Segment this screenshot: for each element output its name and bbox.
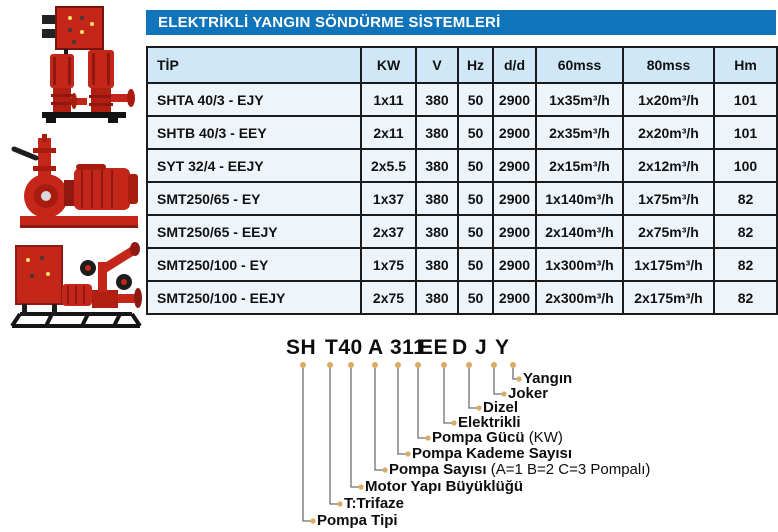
cell-value: 1x175m³/h — [623, 248, 714, 281]
cell-value: 2x12m³/h — [623, 149, 714, 182]
col-header: KW — [361, 47, 416, 83]
legend-label-text: Joker — [508, 385, 549, 402]
cell-model-type: SYT 32/4 - EEJY — [147, 149, 361, 182]
model-code-segment: SH — [286, 336, 317, 359]
legend-label-text: Pompa Sayısı — [389, 461, 487, 478]
spec-table-header-row — [147, 47, 777, 83]
legend-label — [523, 369, 572, 389]
cell-value: 1x140m³/h — [536, 182, 623, 215]
cell-value: 50 — [458, 182, 493, 215]
cell-value: 2900 — [493, 248, 536, 281]
cell-value: 2x175m³/h — [623, 281, 714, 314]
model-code-segment: EE — [419, 336, 449, 359]
cell-value: 380 — [416, 182, 458, 215]
cell-value: 2900 — [493, 281, 536, 314]
col-header: Hm — [714, 47, 777, 83]
legend-label-text: T:Trifaze — [344, 495, 405, 512]
cell-value: 1x37 — [361, 182, 416, 215]
cell-value: 50 — [458, 149, 493, 182]
cell-value: 2900 — [493, 215, 536, 248]
legend-label-text: Motor Yapı Büyüklüğü — [365, 478, 524, 495]
spec-table — [146, 46, 778, 315]
cell-value: 1x11 — [361, 83, 416, 116]
cell-value: 2x5.5 — [361, 149, 416, 182]
cell-model-type: SMT250/100 - EEJY — [147, 281, 361, 314]
legend-label — [344, 494, 404, 514]
cell-value: 100 — [714, 149, 777, 182]
legend-label-text: Pompa Kademe Sayısı — [412, 445, 573, 462]
cell-value: 380 — [416, 215, 458, 248]
cell-value: 380 — [416, 83, 458, 116]
cell-value: 50 — [458, 281, 493, 314]
col-header: TİP — [147, 47, 361, 83]
cell-value: 2x20m³/h — [623, 116, 714, 149]
table-row — [147, 83, 777, 116]
cell-value: 2x35m³/h — [536, 116, 623, 149]
cell-value: 380 — [416, 248, 458, 281]
legend-label-note: (KW) — [528, 429, 563, 446]
cell-value: 380 — [416, 116, 458, 149]
cell-value: 82 — [714, 215, 777, 248]
cell-model-type: SMT250/65 - EY — [147, 182, 361, 215]
legend-label — [365, 477, 523, 497]
cell-model-type: SMT250/100 - EY — [147, 248, 361, 281]
fire-pump-photo-vertical-twin-set — [12, 2, 144, 134]
fire-pump-photo-horizontal-pump — [6, 134, 146, 236]
col-header: V — [416, 47, 458, 83]
cell-model-type: SHTB 40/3 - EEY — [147, 116, 361, 149]
cell-value: 1x75 — [361, 248, 416, 281]
model-code-segment: 311 — [390, 336, 426, 359]
col-header: 80mss — [623, 47, 714, 83]
model-code-segment: J — [475, 336, 488, 359]
section-title: ELEKTRİKLİ YANGIN SÖNDÜRME SİSTEMLERİ — [158, 14, 501, 31]
legend-label-text: Pompa Tipi — [317, 512, 398, 529]
table-row — [147, 182, 777, 215]
cell-value: 2x15m³/h — [536, 149, 623, 182]
model-code-segment: T40 — [325, 336, 363, 359]
cell-model-type: SMT250/65 - EEJY — [147, 215, 361, 248]
cell-value: 2x300m³/h — [536, 281, 623, 314]
table-row — [147, 149, 777, 182]
cell-value: 1x75m³/h — [623, 182, 714, 215]
cell-value: 2900 — [493, 149, 536, 182]
cell-value: 101 — [714, 116, 777, 149]
cell-value: 2x11 — [361, 116, 416, 149]
cell-value: 82 — [714, 281, 777, 314]
col-header: Hz — [458, 47, 493, 83]
cell-value: 2900 — [493, 83, 536, 116]
cell-value: 101 — [714, 83, 777, 116]
cell-value: 380 — [416, 281, 458, 314]
table-row — [147, 116, 777, 149]
cell-value: 380 — [416, 149, 458, 182]
model-code-segment: Y — [495, 336, 510, 359]
cell-value: 82 — [714, 182, 777, 215]
cell-value: 50 — [458, 83, 493, 116]
cell-value: 1x300m³/h — [536, 248, 623, 281]
model-code-segment: A — [368, 336, 384, 359]
col-header: 60mss — [536, 47, 623, 83]
legend-label-text: Elektrikli — [458, 414, 521, 431]
legend-label-note: (A=1 B=2 C=3 Pompalı) — [490, 461, 651, 478]
model-code-legend — [0, 330, 778, 532]
fire-pump-photo-booster-set — [2, 238, 148, 332]
legend-label — [317, 511, 398, 531]
legend-label-text: Yangın — [523, 370, 573, 387]
cell-value: 1x35m³/h — [536, 83, 623, 116]
cell-value: 50 — [458, 215, 493, 248]
cell-value: 1x20m³/h — [623, 83, 714, 116]
cell-value: 2x140m³/h — [536, 215, 623, 248]
legend-label-text: Pompa Gücü — [432, 429, 525, 446]
table-row — [147, 215, 777, 248]
cell-value: 50 — [458, 116, 493, 149]
legend-label-text: Dizel — [483, 399, 519, 416]
cell-value: 50 — [458, 248, 493, 281]
cell-value: 2x75 — [361, 281, 416, 314]
cell-value: 82 — [714, 248, 777, 281]
table-row — [147, 281, 777, 314]
cell-model-type: SHTA 40/3 - EJY — [147, 83, 361, 116]
table-row — [147, 248, 777, 281]
cell-value: 2900 — [493, 116, 536, 149]
cell-value: 2x75m³/h — [623, 215, 714, 248]
cell-value: 2900 — [493, 182, 536, 215]
col-header: d/d — [493, 47, 536, 83]
model-code-segment: D — [452, 336, 468, 359]
cell-value: 2x37 — [361, 215, 416, 248]
section-title-banner — [146, 10, 776, 35]
